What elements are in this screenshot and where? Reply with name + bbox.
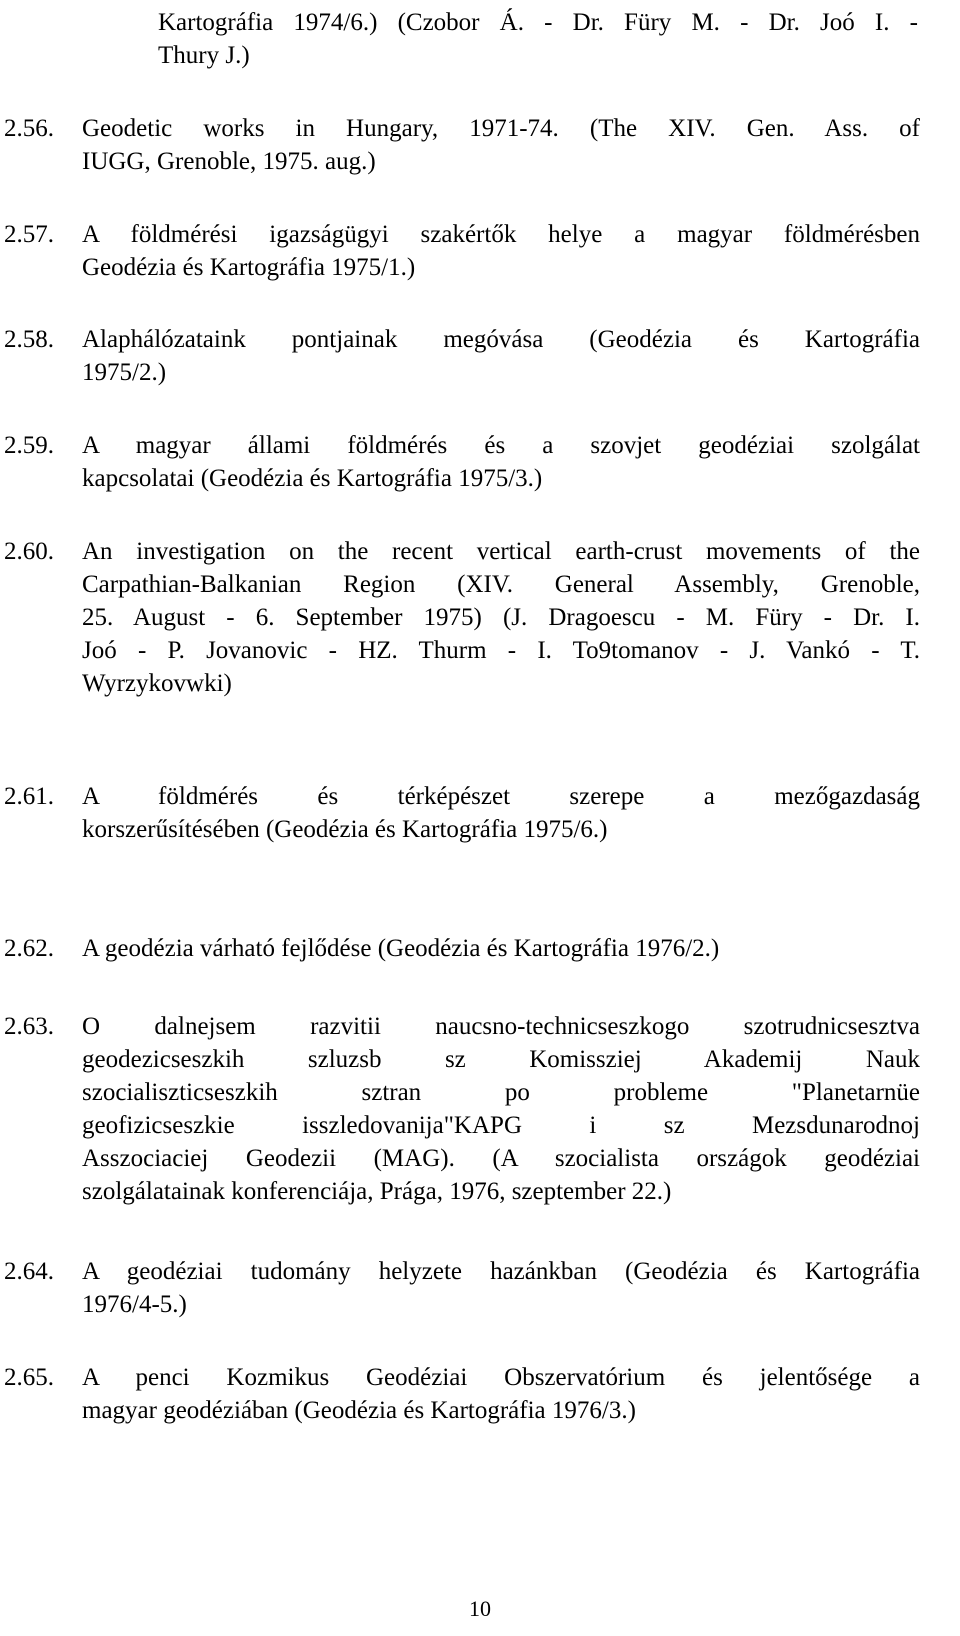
entry-number: 2.56. <box>4 115 54 142</box>
entry-line: kapcsolatai (Geodézia és Kartográfia 1975/3.) <box>82 465 543 492</box>
entry-line: geofizicseszkie isszledovanija"KAPG i sz Mezsdunarodnoj <box>82 1112 920 1139</box>
entry-line: szolgálatainak konferenciája, Prága, 1976, szeptember 22.) <box>82 1178 672 1205</box>
entry-number: 2.62. <box>4 935 54 962</box>
entry-2-57 <box>4 218 920 284</box>
entry-number: 2.61. <box>4 783 54 810</box>
entry-number: 2.60. <box>4 538 54 565</box>
entry-continuation <box>158 6 918 72</box>
entry-line: A geodéziai tudomány helyzete hazánkban (Geodézia és Kartográfia <box>82 1258 920 1285</box>
entry-line: A földmérés és térképészet szerepe a mezőgazdaság <box>82 783 920 810</box>
entry-line: A magyar állami földmérés és a szovjet geodéziai szolgálat <box>82 432 920 459</box>
entry-line: Carpathian-Balkanian Region (XIV. General Assembly, Grenoble, <box>82 571 920 598</box>
entry-number: 2.58. <box>4 326 54 353</box>
entry-line: geodezicseszkih szluzsb sz Komissziej Akademij Nauk <box>82 1046 920 1073</box>
entry-line: Joó - P. Jovanovic - HZ. Thurm - I. To9tomanov - J. Vankó - T. <box>82 637 920 664</box>
entry-line: 1976/4-5.) <box>82 1291 187 1318</box>
entry-line: 1975/2.) <box>82 359 167 386</box>
entry-2-59 <box>4 429 920 495</box>
entry-line: An investigation on the recent vertical earth-crust movements of the <box>82 538 920 565</box>
entry-line: magyar geodéziában (Geodézia és Kartográfia 1976/3.) <box>82 1397 636 1424</box>
entry-line: IUGG, Grenoble, 1975. aug.) <box>82 148 376 175</box>
entry-line: A penci Kozmikus Geodéziai Obszervatórium és jelentősége a <box>82 1364 920 1391</box>
entry-line: Thury J.) <box>158 42 250 69</box>
entry-line: szocialiszticseszkih sztran po probleme "Planetarnüe <box>82 1079 920 1106</box>
entry-number: 2.64. <box>4 1258 54 1285</box>
entry-line: A geodézia várható fejlődése (Geodézia és Kartográfia 1976/2.) <box>82 935 720 962</box>
entry-2-60 <box>4 535 920 700</box>
entry-line: korszerűsítésében (Geodézia és Kartográfia 1975/6.) <box>82 816 608 843</box>
entry-number: 2.59. <box>4 432 54 459</box>
entry-2-58 <box>4 323 920 389</box>
entry-line: Asszociaciej Geodezii (MAG). (A szocialista országok geodéziai <box>82 1145 920 1172</box>
entry-2-63 <box>4 1010 920 1208</box>
entry-line: Alaphálózataink pontjainak megóvása (Geodézia és Kartográfia <box>82 326 920 353</box>
entry-2-56 <box>4 112 920 178</box>
entry-line: Wyrzykovwki) <box>82 670 232 697</box>
page-number: 10 <box>469 1596 491 1621</box>
entry-2-61 <box>4 780 920 846</box>
entry-line: Geodetic works in Hungary, 1971-74. (The XIV. Gen. Ass. of <box>82 115 920 142</box>
entry-number: 2.65. <box>4 1364 54 1391</box>
entry-line: O dalnejsem razvitii naucsno-technicseszkogo szotrudnicsesztva <box>82 1013 920 1040</box>
entry-2-64 <box>4 1255 920 1321</box>
entry-number: 2.57. <box>4 221 54 248</box>
entry-line: Kartográfia 1974/6.) (Czobor Á. - Dr. Füry M. - Dr. Joó I. - <box>158 9 918 36</box>
entry-2-62 <box>4 932 920 965</box>
entry-number: 2.63. <box>4 1013 54 1040</box>
entry-line: Geodézia és Kartográfia 1975/1.) <box>82 254 416 281</box>
entry-line: 25. August - 6. September 1975) (J. Dragoescu - M. Füry - Dr. I. <box>82 604 920 631</box>
entry-line: A földmérési igazságügyi szakértők helye a magyar földmérésben <box>82 221 920 248</box>
entry-2-65 <box>4 1361 920 1427</box>
